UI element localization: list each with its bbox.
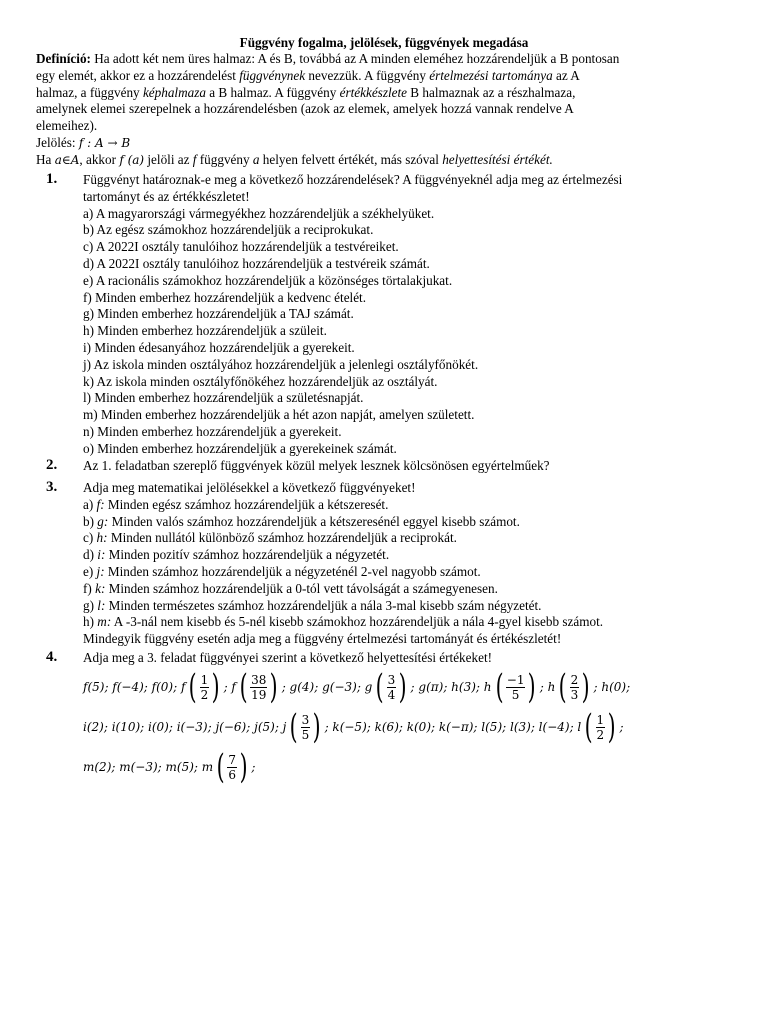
def-text: jelöli az [144,151,193,167]
def-text: nevezzük. A függvény [305,67,430,83]
task-1-item: d) A 2022I osztály tanulóihoz hozzárendeljük a testvéreik számát. [83,255,430,271]
numerator: 7 [228,752,237,767]
task-1-item: g) Minden emberhez hozzárendeljük a TAJ számát. [83,306,354,322]
fraction: ( $\frac{2}{3}$ ) [558,667,590,707]
numerator: 1 [596,712,605,727]
function-name: g: [97,513,109,529]
task-1-item: a) A magyarországi vármegyékhez hozzárendeljük a székhelyüket. [83,205,435,221]
task-1-item: m) Minden emberhez hozzárendeljük a hét azon napját, amelyen született. [83,407,475,423]
task-4-row-3 [83,747,256,787]
task-3-body [83,480,738,648]
item-prefix: g) [83,597,98,613]
math-text: f(5); f(−4); f(0); f [83,679,186,694]
item-text: Minden egész számhoz hozzárendeljük a kétszeresét. [104,496,389,512]
task-1-item: f) Minden emberhez hozzárendeljük a kedvenc ételét. [83,289,367,305]
definition-line-4: amelynek elemei szerepelnek a hozzárendelésben (azok az elemek, amelyek hozzá vannak rendelve A [36,101,574,117]
task-2-text: Az 1. feladatban szereplő függvények közül melyek lesznek kölcsönösen egyértelműek? [83,458,550,473]
task-1-line-1: Függvényt határoznak-e meg a következő hozzárendelések? A függvényeknél adja meg az értelmezési [83,172,623,187]
task-4-row-1 [83,667,631,707]
function-name: k: [95,580,106,596]
definition-line-5: elemeihez). [36,118,98,134]
item-text: Minden nullától különböző számhoz hozzárendeljük a reciprokát. [107,530,457,546]
task-3-item [83,547,738,564]
def-text: Ha [36,151,55,167]
def-text: egy elemét, akkor ez a hozzárendelést [36,67,240,83]
definition-line-2 [36,68,736,85]
task-1-item: l) Minden emberhez hozzárendeljük a születésnapját. [83,390,364,406]
math-text: ; h [539,679,556,694]
numerator: 2 [570,672,579,687]
fraction: ( $\frac{1}{2}$ ) [189,667,220,707]
item-text: Minden számhoz hozzárendeljük a négyzeténél 2-vel nagyobb számot. [104,563,481,579]
numerator: 1 [200,672,209,687]
fraction: ( $\frac{3}{5}$ ) [290,707,321,747]
task-1-item: j) Az iskola minden osztályához hozzárendeljük a jelenlegi osztályfőnökét. [83,356,479,372]
math-text: ; [619,719,624,734]
page-title: Függvény fogalma, jelölések, függvények megadása [239,35,529,50]
item-prefix: d) [83,547,98,563]
numerator: 3 [387,672,396,687]
numerator: 3 [301,712,310,727]
math-text: ; f [223,679,236,694]
definition-label: Definíció: [36,51,91,66]
membership-formula: a∈A [54,152,80,167]
def-emphasis: a [252,151,260,167]
math-text: ; g(4); g(−3); g [281,679,373,694]
function-name: f: [96,496,105,512]
def-emphasis: függvénynek [239,67,306,83]
math-text: ; [251,759,256,774]
task-3-item [83,581,738,598]
task-3-item [83,598,738,615]
value-formula: f (a) [119,152,145,167]
item-prefix: b) [83,513,98,529]
denominator: 5 [301,727,310,742]
task-1-number: 1. [46,171,58,187]
task-1-item: i) Minden édesanyához hozzárendeljük a gyerekeit. [83,339,355,355]
def-text: függvény [196,151,253,167]
denominator: 19 [251,687,267,702]
task-1-item: n) Minden emberhez hozzárendeljük a gyerekeit. [83,423,342,439]
def-emphasis: képhalmaza [142,84,206,100]
task-1-item: c) A 2022I osztály tanulóihoz hozzárendeljük a testvéreiket. [83,239,399,255]
function-name: j: [96,563,105,579]
task-3-item [83,514,738,531]
def-text: helyen felvett értékét, más szóval [259,151,443,167]
task-1-item: k) Az iskola minden osztályfőnökéhez hozzárendeljük az osztályát. [83,373,438,389]
denominator: 5 [511,687,520,702]
task-1-item: e) A racionális számokhoz hozzárendeljük a közönséges törtalakjukat. [83,272,453,288]
numerator: 38 [251,672,267,687]
fraction: ( $\frac{7}{6}$ ) [216,747,248,787]
fraction: ( $\frac{3}{4}$ ) [376,667,407,707]
item-text: Minden számhoz hozzárendeljük a 0-tól vett távolságát a számegyenesen. [105,580,498,596]
task-4-number: 4. [46,649,58,665]
item-prefix: c) [83,530,97,546]
task-3-number: 3. [46,479,58,495]
task-1-item: h) Minden emberhez hozzárendeljük a szüleit. [83,323,327,339]
task-4-body [83,650,738,667]
task-3-item [83,530,738,547]
item-text: Minden valós számhoz hozzárendeljük a kétszeresénél eggyel kisebb számot. [108,513,520,529]
denominator: 3 [570,687,579,702]
def-text: az A [552,67,580,83]
item-prefix: h) [83,614,98,630]
numerator: −1 [506,672,525,687]
fraction: ( $\frac{-1}{5}$ ) [495,667,537,707]
task-1-item: b) Az egész számokhoz hozzárendeljük a reciprokukat. [83,222,374,238]
math-text: ; h(0); [593,679,631,694]
item-text: Minden pozitív számhoz hozzárendeljük a négyzetét. [105,547,390,563]
function-name: m: [97,614,112,630]
task-1-item: o) Minden emberhez hozzárendeljük a gyerekeinek számát. [83,440,397,456]
denominator: 4 [387,687,396,702]
def-text: a B halmaz. A függvény [205,84,340,100]
item-text: A -3-nál nem kisebb és 5-nél kisebb számokhoz hozzárendeljük a nála 4-gyel kisebb számot. [111,614,604,630]
denominator: 2 [596,727,605,742]
def-text: B halmaznak az a részhalmaza, [407,84,576,100]
task-3-item [83,614,738,631]
task-4-row-2 [83,707,624,747]
function-name: i: [97,547,106,563]
definition-text-1: Ha adott két nem üres halmaz: A és B, továbbá az A minden eleméhez hozzárendeljük a B pontosan [94,51,620,66]
denominator: 2 [200,687,209,702]
def-emphasis: értelmezési tartománya [429,67,553,83]
definition-line-3 [36,85,736,102]
task-1-line-2: tartományt és az értékkészletet! [83,188,250,204]
item-prefix: a) [83,496,97,512]
definition-line-1 [36,51,736,68]
ha-line [36,152,736,169]
def-emphasis: helyettesítési értékét. [442,151,553,167]
notation-label: Jelölés: [36,134,79,150]
fraction: ( $\frac{1}{2}$ ) [584,707,616,747]
task-3-item [83,497,738,514]
task-3-item [83,564,738,581]
def-emphasis: f [192,151,197,167]
task-2-number: 2. [46,457,58,473]
task-1-body [83,172,738,458]
function-name: l: [97,597,106,613]
denominator: 6 [228,767,237,782]
task-2-body [83,458,738,475]
fraction: ( $\frac{38}{19}$ ) [239,667,279,707]
definition-block [36,51,736,169]
function-name: h: [96,530,108,546]
item-prefix: f) [83,580,96,596]
task-4-intro: Adja meg a 3. feladat függvényei szerint a következő helyettesítési értékeket! [83,650,493,665]
task-3-intro: Adja meg matematikai jelölésekkel a következő függvényeket! [83,480,416,495]
task-3-closing: Mindegyik függvény esetén adja meg a függvény értelmezési tartományát és értékészletét! [83,631,562,647]
def-text: halmaz, a függvény [36,84,143,100]
notation-line [36,135,736,152]
def-text: , akkor [79,151,120,167]
item-text: Minden természetes számhoz hozzárendeljük a nála 3-mal kisebb szám négyzetét. [105,597,542,613]
def-emphasis: értékkészlete [339,84,407,100]
math-text: i(2); i(10); i(0); i(−3); j(−6); j(5); j [83,719,287,734]
math-text: ; k(−5); k(6); k(0); k(−π); l(5); l(3); l(−4); l [324,719,582,734]
notation-formula: f : A → B [78,135,131,150]
math-text: ; g(π); h(3); h [410,679,492,694]
item-prefix: e) [83,563,97,579]
math-text: m(2); m(−3); m(5); m [83,759,214,774]
